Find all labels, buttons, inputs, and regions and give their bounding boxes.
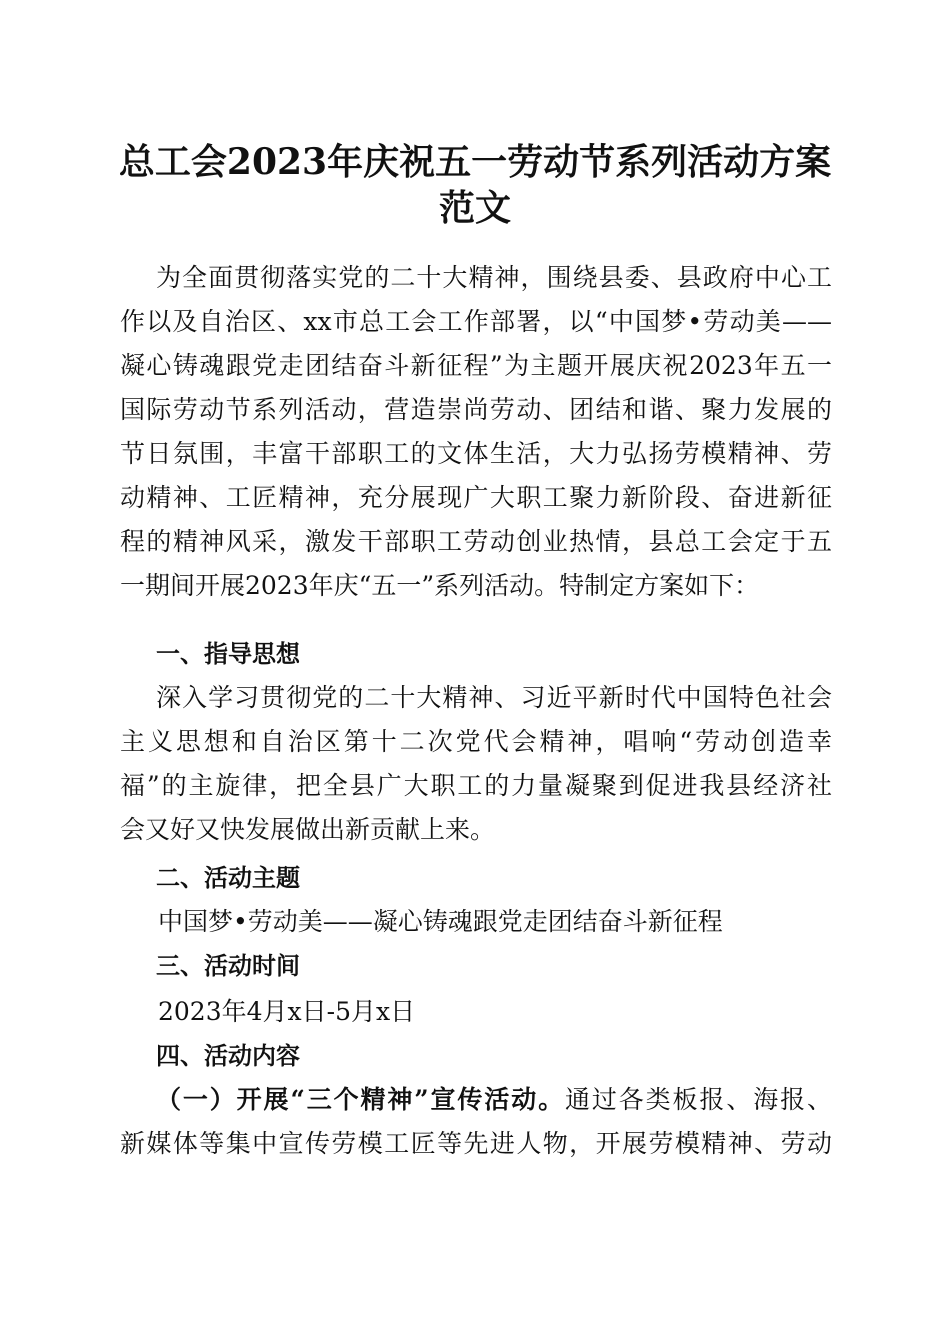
activity-content-line [120,1078,832,1122]
intro-line: 为全面贯彻落实党的二十大精神，围绕县委、县政府中心工 [156,263,832,292]
intro-line: 动精神、工匠精神，充分展现广大职工聚力新阶段、奋进新征 [120,483,832,512]
guiding-ideology-line: 福”的主旋律，把全县广大职工的力量凝聚到促进我县经济社 [120,771,832,800]
intro-line: 凝心铸魂跟党走团结奋斗新征程”为主题开展庆祝2023年五一 [120,351,832,380]
activity-content-item-text: 通过各类板报、海报、 [564,1085,832,1114]
intro-paragraph [120,256,832,608]
intro-line: 程的精神风采，激发干部职工劳动创业热情，县总工会定于五 [120,527,832,556]
section-heading-activity-theme: 二、活动主题 [156,864,300,892]
section-heading-guiding-ideology: 一、指导思想 [156,640,300,668]
guiding-ideology-line: 深入学习贯彻党的二十大精神、习近平新时代中国特色社会 [156,683,832,712]
activity-content-item-title: （一）开展“三个精神”宣传活动。 [156,1085,565,1114]
activity-content-item-1 [120,1078,832,1166]
document-title-line-1: 总工会2023年庆祝五一劳动节系列活动方案 [118,141,832,183]
activity-time-text: 2023年4月x日-5月x日 [158,997,416,1026]
document-title-line-2: 范文 [438,187,511,229]
intro-line: 国际劳动节系列活动，营造崇尚劳动、团结和谐、聚力发展的 [120,395,832,424]
activity-content-line: 新媒体等集中宣传劳模工匠等先进人物，开展劳模精神、劳动 [120,1129,832,1158]
guiding-ideology-paragraph [120,676,832,852]
guiding-ideology-line: 主义思想和自治区第十二次党代会精神，唱响“劳动创造幸 [120,727,832,756]
guiding-ideology-line: 会又好又快发展做出新贡献上来。 [120,815,496,844]
intro-line: 作以及自治区、xx市总工会工作部署，以“中国梦•劳动美—— [120,307,832,336]
activity-theme-text: 中国梦•劳动美——凝心铸魂跟党走团结奋斗新征程 [158,907,723,936]
intro-line: 节日氛围，丰富干部职工的文体生活，大力弘扬劳模精神、劳 [120,439,832,468]
intro-line: 一期间开展2023年庆“五一”系列活动。特制定方案如下： [120,571,760,600]
section-heading-activity-time: 三、活动时间 [156,952,300,980]
section-heading-activity-content: 四、活动内容 [156,1042,300,1070]
